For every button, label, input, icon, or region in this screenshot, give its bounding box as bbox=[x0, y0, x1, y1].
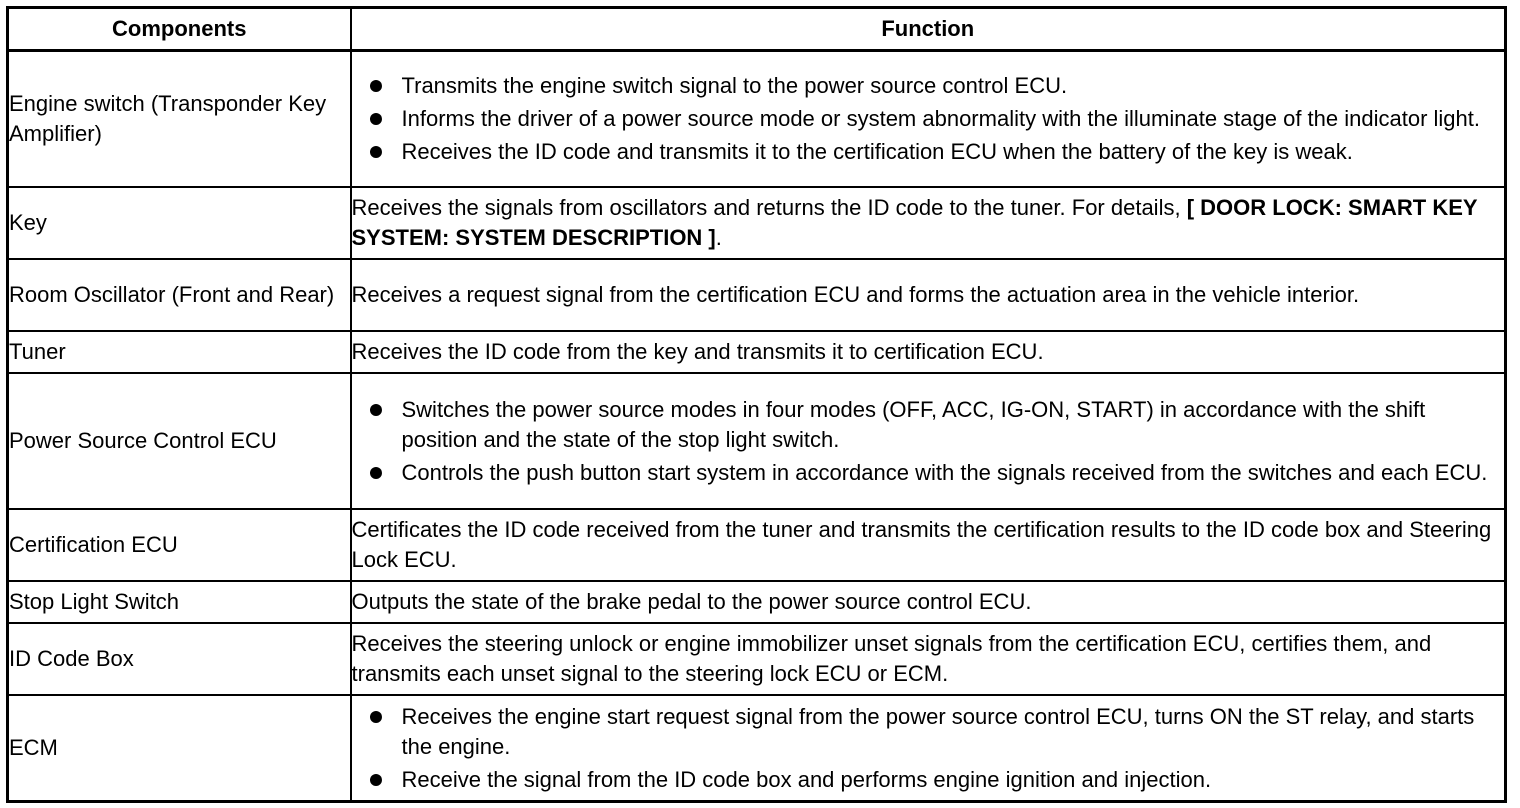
list-item bbox=[352, 137, 1505, 167]
bullet-icon bbox=[370, 467, 382, 479]
function-cell: Receives a request signal from the certification ECU and forms the actuation area in the vehicle interior. bbox=[351, 259, 1506, 331]
bullet-text: Receives the ID code and transmits it to the certification ECU when the battery of the key is weak. bbox=[401, 139, 1353, 164]
list-item bbox=[352, 104, 1505, 134]
bullet-icon bbox=[370, 113, 382, 125]
reference-suffix: . bbox=[715, 225, 722, 250]
header-components: Components bbox=[8, 8, 351, 51]
bullet-icon bbox=[370, 80, 382, 92]
table-row-certification-ecu bbox=[8, 509, 1506, 581]
component-cell: Room Oscillator (Front and Rear) bbox=[8, 259, 351, 331]
table-row-id-code-box bbox=[8, 623, 1506, 695]
bullet-icon bbox=[370, 404, 382, 416]
bullet-icon bbox=[370, 711, 382, 723]
table-row-key bbox=[8, 187, 1506, 259]
component-cell: Engine switch (Transponder Key Amplifier) bbox=[8, 51, 351, 188]
table-row-tuner bbox=[8, 331, 1506, 373]
header-function: Function bbox=[351, 8, 1506, 51]
bullet-icon bbox=[370, 774, 382, 786]
table-row-stop-light-switch bbox=[8, 581, 1506, 623]
list-item bbox=[352, 765, 1505, 795]
table-row-engine-switch bbox=[8, 51, 1506, 188]
component-cell: Certification ECU bbox=[8, 509, 351, 581]
cross-reference-link[interactable]: [ DOOR LOCK: SMART KEY SYSTEM: SYSTEM DESCRIPTION ] bbox=[351, 195, 1478, 250]
bullet-icon bbox=[370, 146, 382, 158]
function-cell: Receives the steering unlock or engine immobilizer unset signals from the certification ECU, certifies them, and transmits each unset signal to the steering lock ECU or ECM. bbox=[351, 623, 1506, 695]
function-text: Receives the signals from oscillators and returns the ID code to the tuner. For details, bbox=[351, 195, 1181, 220]
bullet-text: Informs the driver of a power source mode or system abnormality with the illuminate stage of the indicator light. bbox=[401, 106, 1480, 131]
component-cell: Tuner bbox=[8, 331, 351, 373]
function-cell bbox=[351, 187, 1506, 259]
list-item bbox=[352, 71, 1505, 101]
function-cell bbox=[351, 695, 1506, 802]
function-cell: Receives the ID code from the key and transmits it to certification ECU. bbox=[351, 331, 1506, 373]
list-item bbox=[352, 395, 1505, 455]
table-row-power-source-control-ecu bbox=[8, 373, 1506, 509]
component-cell: Key bbox=[8, 187, 351, 259]
function-bullet-list bbox=[352, 71, 1505, 167]
function-cell: Outputs the state of the brake pedal to the power source control ECU. bbox=[351, 581, 1506, 623]
table-row-ecm bbox=[8, 695, 1506, 802]
list-item bbox=[352, 702, 1505, 762]
bullet-text: Controls the push button start system in accordance with the signals received from the switches and each ECU. bbox=[401, 459, 1488, 485]
component-cell: ID Code Box bbox=[8, 623, 351, 695]
function-cell bbox=[351, 51, 1506, 188]
table-header-row bbox=[8, 8, 1506, 51]
function-bullet-list bbox=[352, 395, 1505, 488]
function-cell: Certificates the ID code received from the tuner and transmits the certification results to the ID code box and Steering Lock ECU. bbox=[351, 509, 1506, 581]
bullet-text: Receive the signal from the ID code box and performs engine ignition and injection. bbox=[401, 766, 1212, 792]
list-item bbox=[352, 458, 1505, 488]
bullet-text: Transmits the engine switch signal to the power source control ECU. bbox=[401, 73, 1068, 98]
bullet-text: Switches the power source modes in four modes (OFF, ACC, IG-ON, START) in accordance with the shift position and the state of the stop light switch. bbox=[401, 396, 1426, 452]
component-cell: Power Source Control ECU bbox=[8, 373, 351, 509]
components-function-table bbox=[6, 6, 1507, 803]
table-row-room-oscillator bbox=[8, 259, 1506, 331]
component-cell: Stop Light Switch bbox=[8, 581, 351, 623]
function-cell bbox=[351, 373, 1506, 509]
bullet-text: Receives the engine start request signal from the power source control ECU, turns ON the ST relay, and starts the engine. bbox=[401, 703, 1475, 759]
component-cell: ECM bbox=[8, 695, 351, 802]
function-bullet-list bbox=[352, 702, 1505, 795]
